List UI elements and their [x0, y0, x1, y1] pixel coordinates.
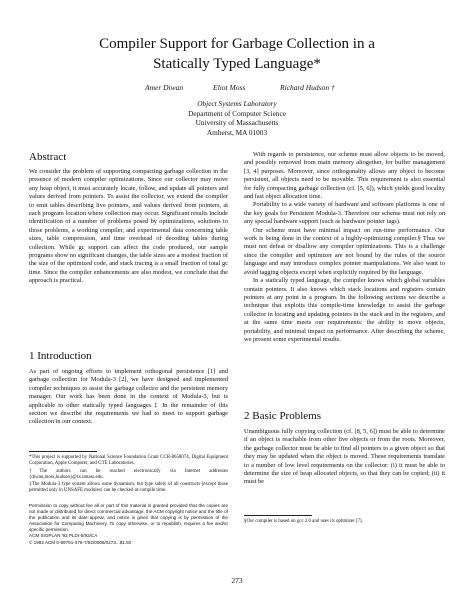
- introduction-heading: 1 Introduction: [29, 350, 92, 362]
- lab-name: Object Systems Laboratory: [197, 99, 277, 108]
- introduction-section: [29, 350, 228, 427]
- author-name: Amer Diwan: [145, 83, 184, 92]
- author-list: [0, 83, 474, 97]
- page-number: 273: [231, 576, 243, 585]
- paragraph-persistence: With regards to persistence, our scheme must allow objects to be moved, and possibly removed from main memory altogether, for buffer management [3, 4] purposes. Moreover, since orthogonality allows any object to become persistent, all objects need to be movable. This requirement is also essential for fully compacting garbage collection (cf. [5, 6]), which yields good locality and fast object allocation time.: [244, 151, 445, 201]
- footnote: *This project is supported by National Science Foundation Grant CCR-8658074, Digital Equipment Corporation, Apple Computer, and GTE Laboratories.: [29, 455, 228, 467]
- department: Department of Computer Science: [188, 108, 286, 118]
- permission-notice: [29, 503, 228, 546]
- permission-text: Permission to copy without fee all or part of this material is granted provided that the copies are not made or distributed for direct commercial advantage, the ACM copyright notice and the title of the publication and its date appear, and notice is given that copying is by permission of the Association for Computing Machinery. To copy otherwise, or to republish, requires a fee and/or specific permission.: [29, 503, 228, 533]
- introduction-text: As part of ongoing efforts to implement orthogonal persistence [1] and garbage collection for Modula-3 [2], we have designed and implemented compiler techniques to assist the garbage collector and the persistent memory manager. Our work has been done in the context of Modula-3, but is applicable to other statically typed languages.‡ In the remainder of this section we describe the requirements we had to meet to support garbage collection in our context.: [29, 368, 228, 426]
- footnote: ‡The Modula-3 type system allows some dynamism, but type safety of all constructs (except those permitted only in UNSAFE modules) can be checked at compile time.: [29, 482, 228, 494]
- paragraph-performance: Our scheme must have minimal impact on run-time performance. Our work is being done in the context of a highly-optimizing compiler.§ Thus we must not defeat or disallow any compiler optimizations. This is a challenge since the compiler and optimizer are not bound by the rules of the source language and may introduce complex pointer manipulations. We also want to avoid tagging objects except when explicitly required by the language.: [244, 226, 445, 276]
- footnote: †The authors can be reached electronically via Internet addresses {diwan,moss,hudson}@cs.umass.edu.: [29, 468, 228, 480]
- abstract-heading: Abstract: [29, 151, 67, 163]
- basic-problems-section: [244, 410, 445, 487]
- venue-line: ACM SIGPLAN '92 PLDI-6/92/CA: [29, 533, 98, 539]
- footnotes: [29, 455, 228, 496]
- city-zip: Amherst, MA 01003: [206, 127, 268, 137]
- footnote-rule: [244, 515, 312, 516]
- footnote-rule: [29, 451, 97, 452]
- abstract-section: [29, 151, 228, 286]
- section2-text: Unambiguous fully copying collection (cf. [8, 5, 6]) must be able to determine if an object is reachable from other live objects or from the roots. Moreover, the garbage collector must be able to find all pointers to a given object so that they may be updated when the object is moved. These requirements translate to a number of low level requirements on the collector: (i) it must be able to determine the size of heap allocated objects, so that they can be copied; (ii) it must be: [244, 428, 445, 486]
- right-column: [244, 151, 445, 344]
- copyright-line: © 1992 ACM 0-89791-476-7/92/0006/0273...$1.50: [29, 539, 132, 545]
- paper-title-line-2: Statically Typed Language*: [153, 56, 321, 72]
- abstract-text: We consider the problem of supporting compacting garbage collection in the presence of modern compiler optimizations. Since our collector may move any heap object, it must accurately locate, follow, and update all pointers and values derived from pointers. To assist the collector, we extend the compiler to emit tables describing live pointers, and values derived from pointers, at each program location where collection may occur. Significant results include identification of a number of problems posed by optimizations, solutions to those problems, a working compiler, and experimental data concerning table sizes, table compression, and time overhead of decoding tables during collection. While gc support can affect the code produced, our sample programs show no significant changes, the table sizes are a modest fraction of the size of the optimized code, and stack tracing is a small fraction of total gc time. Since the compiler enhancements are also modest, we conclude that the approach is practical.: [29, 168, 228, 285]
- paragraph-portability: Portability to a wide variety of hardware and software platforms is one of the key goals for Persistent Modula-3. Therefore our scheme must not rely on any special hardware support (such as hardware pointer tags).: [244, 201, 445, 226]
- author-name: Richard Hudson †: [280, 83, 335, 92]
- paragraph-static-typing: In a statically typed language, the compiler knows which global variables contain pointers. It also knows which stack locations and registers contain pointers at any point in a program. In the following sections we describe a technique that exploits this compile-time knowledge to assist the garbage collector in locating and updating pointers in the stack and in the registers, and at the same time meets our requirements: the ability to move objects, portability, and minimal impact on performance. After describing the scheme, we present some experimental results.: [244, 277, 445, 343]
- section2-heading: 2 Basic Problems: [244, 410, 321, 422]
- right-footnote: §Our compiler is based on gcc 2.0 and uses its optimizer [7].: [244, 519, 363, 524]
- author-name: Eliot Moss: [213, 83, 246, 92]
- paper-title-line-1: Compiler Support for Garbage Collection in a: [99, 36, 375, 52]
- affiliation-block: [0, 99, 474, 137]
- university: University of Massachusetts: [195, 118, 279, 128]
